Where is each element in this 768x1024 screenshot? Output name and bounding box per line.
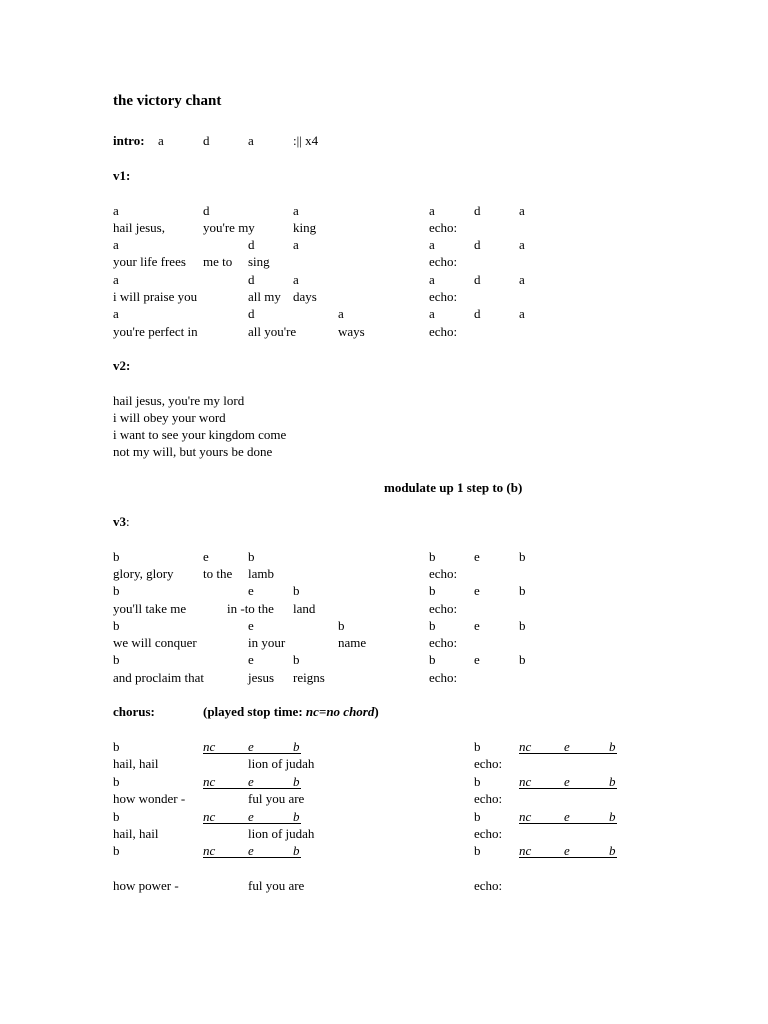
lyric: ful you are bbox=[248, 878, 305, 893]
chord: b bbox=[519, 618, 526, 633]
chord: d bbox=[474, 237, 481, 252]
lyric: in -to the bbox=[227, 601, 274, 616]
chord: b bbox=[474, 774, 481, 789]
lyric: ful you are bbox=[248, 791, 305, 806]
chord: a bbox=[519, 272, 525, 287]
chord: a bbox=[293, 272, 299, 287]
chord: nc bbox=[203, 809, 216, 824]
lyric: all you're bbox=[248, 324, 297, 339]
lyric: sing bbox=[248, 254, 270, 269]
lyric: how wonder - bbox=[113, 791, 186, 806]
lyric: lion of judah bbox=[248, 756, 315, 771]
chord: e bbox=[248, 652, 254, 667]
chord: b bbox=[519, 652, 526, 667]
chord: e bbox=[248, 583, 254, 598]
lyric: we will conquer bbox=[113, 635, 197, 650]
chorus-note bbox=[203, 704, 379, 719]
chord: b bbox=[474, 809, 481, 824]
intro-chord: a bbox=[248, 133, 254, 148]
lyric: jesus bbox=[248, 670, 274, 685]
chorus-label: chorus: bbox=[113, 704, 155, 719]
chord: nc bbox=[203, 739, 216, 754]
echo-label: echo: bbox=[429, 289, 458, 304]
chord: e bbox=[564, 809, 570, 824]
chord: e bbox=[474, 583, 480, 598]
modulate-note: modulate up 1 step to (b) bbox=[384, 480, 523, 495]
chord: b bbox=[113, 843, 120, 858]
chord: b bbox=[293, 739, 300, 754]
lyric: you're perfect in bbox=[113, 324, 198, 339]
intro-chord: d bbox=[203, 133, 210, 148]
chord: b bbox=[113, 652, 120, 667]
chord: nc bbox=[203, 774, 216, 789]
lyric: me to bbox=[203, 254, 233, 269]
lyric: ways bbox=[338, 324, 365, 339]
chord: d bbox=[203, 203, 210, 218]
echo-label: echo: bbox=[474, 756, 503, 771]
chord: b bbox=[609, 774, 616, 789]
intro-label: intro: bbox=[113, 133, 145, 148]
chord: nc bbox=[519, 843, 532, 858]
chord: b bbox=[293, 583, 300, 598]
page-title: the victory chant bbox=[113, 93, 222, 109]
chord: b bbox=[474, 843, 481, 858]
chord: e bbox=[248, 618, 254, 633]
chord: d bbox=[248, 237, 255, 252]
chord: b bbox=[113, 774, 120, 789]
chord: a bbox=[293, 237, 299, 252]
chord: b bbox=[293, 652, 300, 667]
chord: b bbox=[429, 549, 436, 564]
chord: b bbox=[293, 809, 300, 824]
lyric: in your bbox=[248, 635, 286, 650]
chord: e bbox=[248, 739, 254, 754]
chord: b bbox=[293, 843, 300, 858]
chord: a bbox=[338, 306, 344, 321]
chord: b bbox=[338, 618, 345, 633]
chord: d bbox=[474, 306, 481, 321]
chord: b bbox=[429, 618, 436, 633]
chord: e bbox=[248, 809, 254, 824]
v3-colon: : bbox=[126, 514, 130, 529]
echo-label: echo: bbox=[429, 566, 458, 581]
chord: b bbox=[113, 739, 120, 754]
lyric: you're my bbox=[203, 220, 255, 235]
chord: b bbox=[429, 583, 436, 598]
chord: b bbox=[293, 774, 300, 789]
lyric: land bbox=[293, 601, 316, 616]
chord: b bbox=[248, 549, 255, 564]
chorus-note-open: (played stop time: bbox=[203, 704, 306, 719]
echo-label: echo: bbox=[429, 220, 458, 235]
chorus-note-close: ) bbox=[374, 704, 379, 719]
lyric: i will praise you bbox=[113, 289, 198, 304]
chord: b bbox=[113, 583, 120, 598]
chord: e bbox=[564, 843, 570, 858]
lyric: king bbox=[293, 220, 317, 235]
lyric: your life frees bbox=[113, 254, 186, 269]
chord: e bbox=[203, 549, 209, 564]
chord: b bbox=[519, 583, 526, 598]
chord: a bbox=[519, 237, 525, 252]
chord: a bbox=[519, 306, 525, 321]
lyric: all my bbox=[248, 289, 281, 304]
lyric: hail, hail bbox=[113, 826, 159, 841]
chord: b bbox=[113, 549, 120, 564]
chord: e bbox=[474, 652, 480, 667]
echo-label: echo: bbox=[474, 826, 503, 841]
chord: a bbox=[429, 237, 435, 252]
lyric: lamb bbox=[248, 566, 274, 581]
chord: b bbox=[609, 739, 616, 754]
lyric: days bbox=[293, 289, 317, 304]
chord: e bbox=[564, 739, 570, 754]
chord: e bbox=[474, 549, 480, 564]
chord: e bbox=[248, 843, 254, 858]
lyric: reigns bbox=[293, 670, 325, 685]
chord: nc bbox=[519, 774, 532, 789]
lyric: hail, hail bbox=[113, 756, 159, 771]
chord: b bbox=[474, 739, 481, 754]
echo-label: echo: bbox=[429, 254, 458, 269]
v1-label: v1: bbox=[113, 168, 131, 183]
echo-label: echo: bbox=[429, 324, 458, 339]
chord: b bbox=[519, 549, 526, 564]
v3-label: v3 bbox=[113, 514, 126, 529]
lyric: glory, glory bbox=[113, 566, 174, 581]
lyric: you'll take me bbox=[113, 601, 187, 616]
chord: nc bbox=[519, 739, 532, 754]
chord: b bbox=[113, 618, 120, 633]
chord: b bbox=[113, 809, 120, 824]
chord: nc bbox=[203, 843, 216, 858]
chord: b bbox=[429, 652, 436, 667]
chord: e bbox=[474, 618, 480, 633]
chord: a bbox=[113, 237, 119, 252]
chord: a bbox=[293, 203, 299, 218]
chorus-note-italic: nc=no chord bbox=[305, 704, 375, 719]
v2-line: not my will, but yours be done bbox=[113, 444, 273, 459]
chord: d bbox=[474, 272, 481, 287]
echo-label: echo: bbox=[429, 601, 458, 616]
lyric: and proclaim that bbox=[113, 670, 204, 685]
chord: a bbox=[429, 272, 435, 287]
v2-line: i want to see your kingdom come bbox=[113, 427, 287, 442]
chord: a bbox=[113, 306, 119, 321]
echo-label: echo: bbox=[474, 878, 503, 893]
intro-repeat: :|| x4 bbox=[293, 133, 319, 148]
lyric: how power - bbox=[113, 878, 179, 893]
v2-line: hail jesus, you're my lord bbox=[113, 393, 245, 408]
chord: e bbox=[248, 774, 254, 789]
lyric: hail jesus, bbox=[113, 220, 165, 235]
lyric: to the bbox=[203, 566, 233, 581]
v3-label-wrap bbox=[113, 514, 130, 529]
v2-label: v2: bbox=[113, 358, 131, 373]
chord: d bbox=[474, 203, 481, 218]
echo-label: echo: bbox=[429, 670, 458, 685]
v2-line: i will obey your word bbox=[113, 410, 226, 425]
echo-label: echo: bbox=[474, 791, 503, 806]
intro-chord: a bbox=[158, 133, 164, 148]
chord: e bbox=[564, 774, 570, 789]
chord: b bbox=[609, 843, 616, 858]
lyric: lion of judah bbox=[248, 826, 315, 841]
chord: a bbox=[429, 203, 435, 218]
echo-label: echo: bbox=[429, 635, 458, 650]
chord: b bbox=[609, 809, 616, 824]
chord: d bbox=[248, 306, 255, 321]
chord: d bbox=[248, 272, 255, 287]
chord: a bbox=[113, 272, 119, 287]
chord: nc bbox=[519, 809, 532, 824]
chord: a bbox=[113, 203, 119, 218]
chord: a bbox=[429, 306, 435, 321]
chord: a bbox=[519, 203, 525, 218]
lyric: name bbox=[338, 635, 367, 650]
